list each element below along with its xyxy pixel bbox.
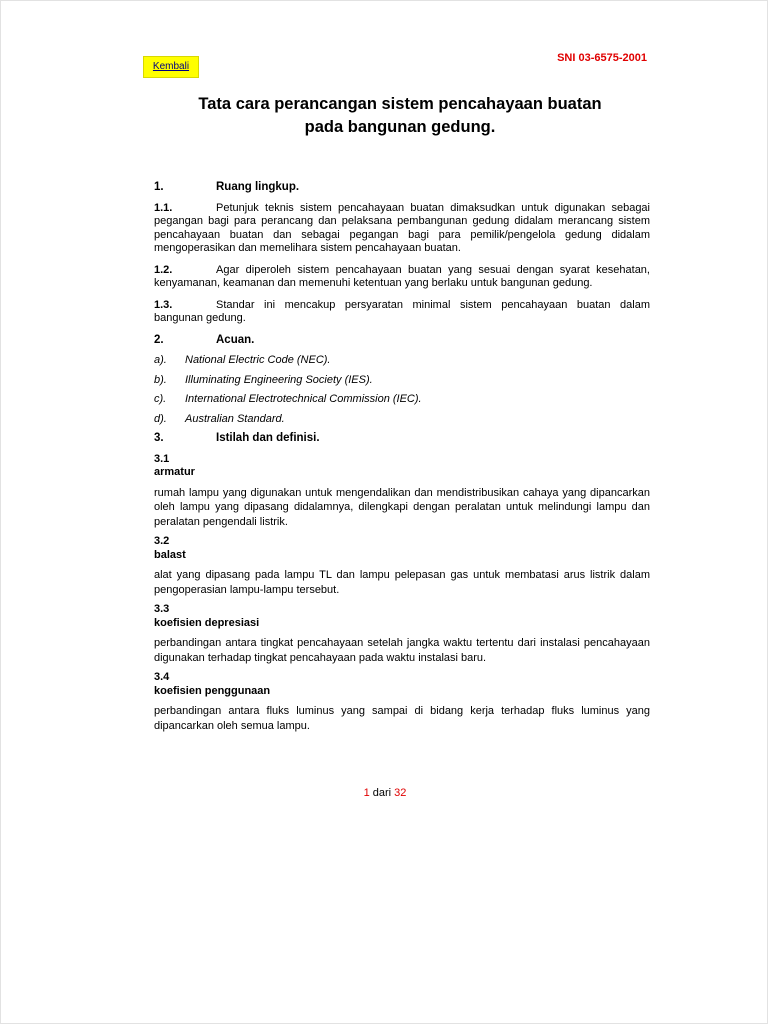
back-button[interactable]: Kembali [143,56,199,78]
reference-label: c). [154,393,167,405]
term-name: koefisien penggunaan [154,684,271,697]
paragraph [154,202,650,256]
current-page-number: 1 [363,787,370,799]
paragraph-text: Petunjuk teknis sistem pencahayaan buatan dimaksudkan untuk digunakan sebagai pegangan bagi para perancang dan pelaksana pembangunan gedung didalam merancang sistem pencahayaan buatan dan sebagai pegangan bagi para pemilik/pengelola gedung didalam mengoperasikan dan memelihara sistem pencahayaan buatan. [154,201,650,254]
reference-text: International Electrotechnical Commission (IEC). [185,393,422,405]
term-name: balast [154,548,186,561]
document-title [151,93,649,139]
term-number: 3.4 [154,671,170,683]
section-heading [154,432,650,446]
title-line-2: pada bangunan gedung. [304,118,496,136]
page-separator: dari [372,787,392,799]
paragraph-text: Agar diperoleh sistem pencahayaan buatan yang sesuai dengan syarat kesehatan, kenyamanan, keamanan dan memenuhi ketentuan yang berlaku untuk bangunan gedung. [154,263,650,289]
paragraph-number: 1.2. [154,263,173,276]
page-counter [1,787,768,799]
reference-item [154,393,650,407]
term-number: 3.3 [154,603,170,615]
reference-item [154,354,650,368]
paragraph-number: 1.1. [154,201,173,214]
reference-item [154,413,650,427]
document-body [154,181,650,739]
reference-text: Australian Standard. [185,412,285,425]
section-number: 3. [154,432,164,444]
section-title: Ruang lingkup. [216,181,300,193]
term-definition: perbandingan antara tingkat pencahayaan setelah jangka waktu tertentu dari instalasi pencahayaan digunakan terhadap tingkat pencahayaan pada waktu instalasi baru. [154,637,650,664]
reference-text: Illuminating Engineering Society (IES). [185,373,373,386]
term-definition: perbandingan antara fluks luminus yang sampai di bidang kerja terhadap fluks luminus yang dipancarkan oleh semua lampu. [154,705,650,732]
total-pages: 32 [394,787,407,799]
term-name: armatur [154,466,195,478]
term-number: 3.1 [154,452,170,465]
term-name: koefisien depresiasi [154,616,260,629]
reference-label: a). [154,354,167,366]
document-code: SNI 03-6575-2001 [557,52,647,64]
term-definition: rumah lampu yang digunakan untuk mengendalikan dan mendistribusikan cahaya yang dipancarkan oleh lampu yang dipasang didalamnya, dilengkapi dengan peralatan untuk melindungi lampu dan peralatan pengendali listrik. [154,486,650,528]
reference-text: National Electric Code (NEC). [185,354,331,366]
paragraph-number: 1.3. [154,298,173,311]
section-number: 2. [154,333,164,346]
title-line-1: Tata cara perancangan sistem pencahayaan buatan [198,95,602,113]
section-heading [154,181,650,195]
paragraph [154,299,650,326]
paragraph [154,264,650,291]
reference-label: b). [154,373,167,386]
reference-item [154,374,650,388]
section-number: 1. [154,181,164,193]
reference-label: d). [154,412,167,425]
section-title: Acuan. [216,333,255,346]
section-title: Istilah dan definisi. [216,432,320,444]
section-heading [154,334,650,348]
term-number: 3.2 [154,535,170,547]
paragraph-text: Standar ini mencakup persyaratan minimal sistem pencahayaan buatan dalam bangunan gedung. [154,298,650,324]
term-definition: alat yang dipasang pada lampu TL dan lampu pelepasan gas untuk membatasi arus listrik dalam pengoperasian lampu-lampu tersebut. [154,569,650,596]
